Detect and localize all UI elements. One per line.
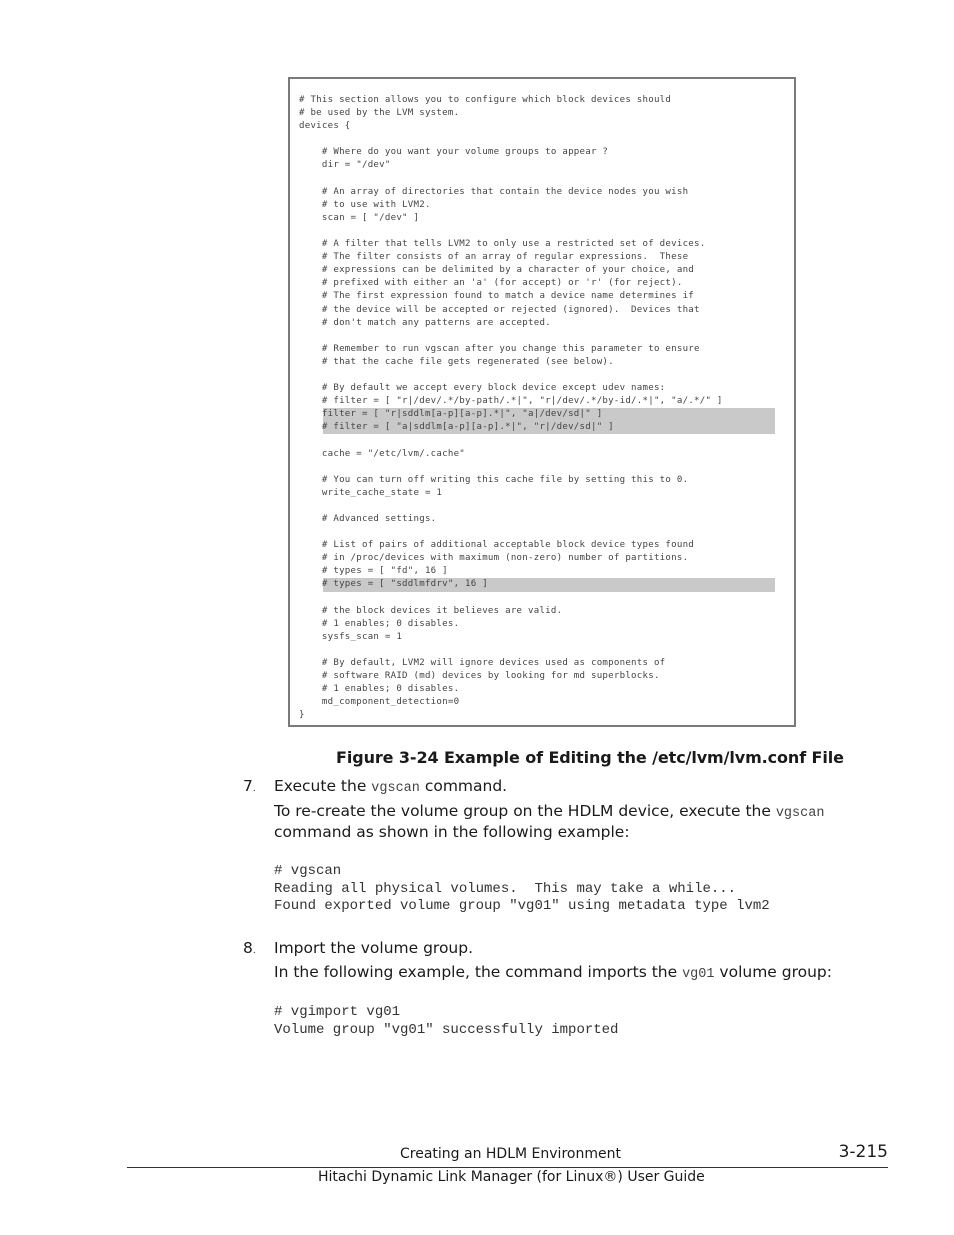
code-line [299, 592, 785, 605]
code-line: # the block devices it believes are valid. [299, 605, 563, 616]
code-line: # Advanced settings. [299, 514, 437, 524]
code-line: # that the cache file gets regenerated (see below). [299, 356, 614, 367]
code-line [299, 173, 785, 186]
code-line: dir = "/dev" [299, 160, 391, 171]
lvm-conf-figure [288, 77, 796, 727]
code-line [299, 369, 785, 382]
page-number: 3-215 [838, 1142, 888, 1162]
step-7-title-text: Execute the [274, 777, 372, 795]
code-line: # to use with LVM2. [299, 199, 431, 210]
code-line: # The first expression found to match a device name determines if [299, 291, 695, 302]
vg01-inline-code: vg01 [682, 967, 715, 982]
footer-divider [127, 1167, 888, 1168]
code-line [299, 133, 785, 146]
code-line [299, 225, 785, 238]
code-line: # don't match any patterns are accepted. [299, 317, 551, 328]
figure-caption: Figure 3-24 Example of Editing the /etc/lvm/lvm.conf File [336, 748, 844, 767]
step-7-code-example: # vgscan Reading all physical volumes. This may take a while... Found exported volume group "vg01" using metadata type lvm2 [274, 863, 770, 914]
code-line: # By default we accept every block device except udev names: [299, 383, 666, 394]
code-line [299, 461, 785, 474]
code-line: # A filter that tells LVM2 to only use a restricted set of devices. [299, 239, 706, 250]
code-line: # You can turn off writing this cache file by setting this to 0. [299, 474, 689, 485]
vgscan-inline-code: vgscan [371, 781, 420, 796]
code-line: scan = [ "/dev" ] [299, 212, 420, 223]
vgscan-inline-code-2: vgscan [775, 806, 825, 821]
code-line: write_cache_state = 1 [299, 487, 443, 498]
code-line [299, 500, 785, 513]
code-line: # By default, LVM2 will ignore devices used as components of [299, 658, 666, 669]
code-line: # types = [ "fd", 16 ] [299, 566, 448, 577]
step-8-title: Import the volume group. [274, 939, 474, 957]
code-line [299, 434, 785, 447]
code-line: devices { [299, 121, 351, 132]
step-8-desc-text: In the following example, the command imports the [274, 963, 683, 981]
footer-section-title: Creating an HDLM Environment [400, 1146, 621, 1162]
highlighted-code-line: # types = [ "sddlmfdrv", 16 ] [323, 578, 775, 591]
code-line: # An array of directories that contain the device nodes you wish [299, 186, 689, 197]
step-7-description [274, 801, 824, 824]
code-line: # expressions can be delimited by a character of your choice, and [299, 265, 695, 276]
step-7-number: 7. [243, 777, 256, 795]
code-line: # be used by the LVM system. [299, 108, 460, 119]
highlighted-code-line: # filter = [ "a|sddlm[a-p][a-p].*|", "r|/dev/sd|" ] [323, 421, 775, 434]
code-line: # List of pairs of additional acceptable block device types found [299, 540, 695, 551]
footer-guide-title: Hitachi Dynamic Link Manager (for Linux®) User Guide [318, 1169, 705, 1185]
code-line: # the device will be accepted or rejected (ignored). Devices that [299, 304, 700, 315]
step-8-number: 8. [243, 939, 256, 957]
code-line: # prefixed with either an 'a' (for accept) or 'r' (for reject). [299, 278, 683, 289]
code-line: # 1 enables; 0 disables. [299, 684, 460, 695]
code-line: # 1 enables; 0 disables. [299, 618, 460, 629]
code-line: # Where do you want your volume groups to appear ? [299, 147, 609, 158]
code-line [299, 526, 785, 539]
code-line: } [299, 710, 305, 721]
step-8-desc-text-end: volume group: [714, 963, 832, 981]
step-7-desc-text: To re-create the volume group on the HDLM device, execute the [274, 802, 776, 820]
code-line: # software RAID (md) devices by looking for md superblocks. [299, 671, 660, 682]
highlighted-code-line: filter = [ "r|sddlm[a-p][a-p].*|", "a|/dev/sd|" ] [323, 408, 775, 421]
code-line: md_component_detection=0 [299, 697, 460, 708]
code-line: # Remember to run vgscan after you change this parameter to ensure [299, 343, 700, 354]
step-7-title [274, 776, 507, 799]
step-7-description-line2: command as shown in the following example: [274, 823, 630, 841]
step-8-description [274, 962, 832, 985]
step-number: 7 [243, 777, 253, 795]
lvm-conf-code [299, 94, 785, 723]
code-line: # filter = [ "r|/dev/.*/by-path/.*|", "r|/dev/.*/by-id/.*|", "a/.*/" ] [299, 396, 723, 407]
code-line [299, 644, 785, 657]
code-line: # This section allows you to configure which block devices should [299, 95, 672, 105]
step-number: 8 [243, 939, 253, 957]
code-line: # in /proc/devices with maximum (non-zero) number of partitions. [299, 553, 689, 564]
code-line [299, 330, 785, 343]
code-line: cache = "/etc/lvm/.cache" [299, 448, 466, 459]
code-line: sysfs_scan = 1 [299, 631, 403, 642]
step-8-code-example: # vgimport vg01 Volume group "vg01" successfully imported [274, 1004, 619, 1038]
step-7-title-text-end: command. [419, 777, 508, 795]
code-line: # The filter consists of an array of regular expressions. These [299, 252, 689, 263]
